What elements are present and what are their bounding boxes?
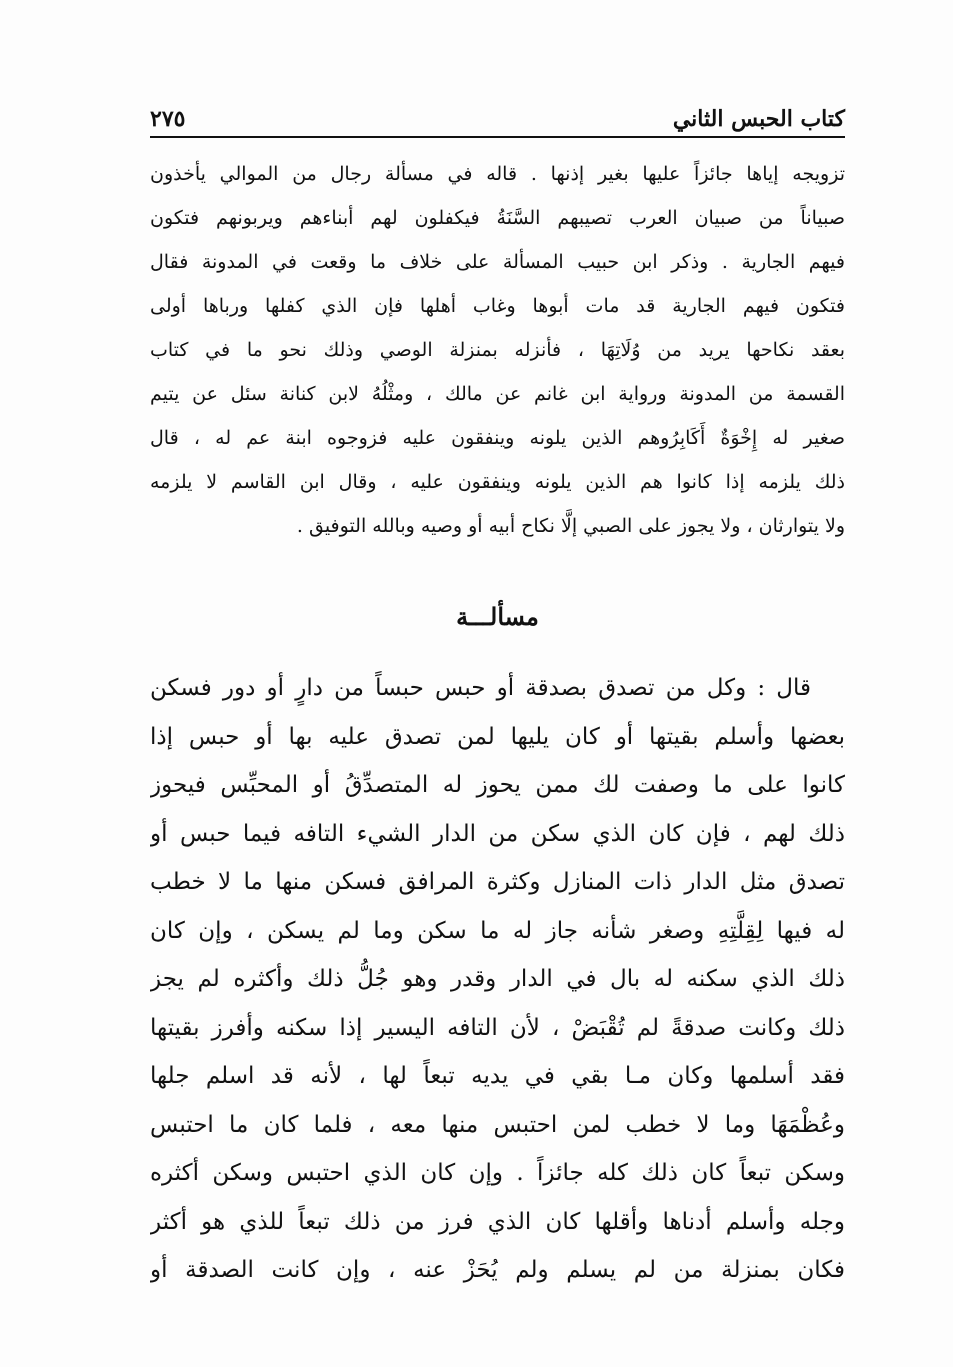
text-line: له فيها لِقِلَّتِهِ وصغر شأنه جاز له ما سكن وما لم يسكن ، وإن كان [150,917,845,944]
page-number: ٢٧٥ [150,106,186,132]
text-line: تصدق مثل الدار ذات المنازل وكثرة المرافق فسكن منها ما لا خطب [150,869,845,895]
text-line: تزويجه إياها جائزاً عليها بغير إذنها . قاله في مسألة رجال من الموالي يأخذون [150,163,845,185]
text-line: فقد أسلمها وكان مـا بقي في يديه تبعاً لها ، لأنه قد اسلم جلها [150,1063,845,1089]
text-line: صبياناً من صبيان العرب تصيبهم السَّنَةُ فيكفلون لهم أبناءهم ويربونهم فتكون [150,207,845,229]
text-line: وسكن تبعاً كان ذلك كله جائزاً . وإن كان الذي احتبس وسكن أكثره [150,1160,845,1186]
paragraph-1 [150,152,845,548]
text-line: ذلك لهم ، فإن كان الذي سكن من الدار الشيء التافه فيما حبس أو [150,820,845,847]
paragraph-2 [150,664,845,1295]
section-heading: مسألـــة [456,602,539,631]
text-line: بعقد نكاحها يريد من وُلَاتِهَا ، فأنزله بمنزلة الوصي وذلك نحو ما في كتاب [150,339,845,361]
text-line: ذلك وكانت صدقةً لم تُقْبَضْ ، لأن التافه اليسير إذا سكنه وأفرز بقيتها [150,1014,845,1041]
text-line: ولا يتوارثان ، ولا يجوز على الصبي إلَّا نكاح أبيه أو وصيه وبالله التوفيق . [296,515,845,537]
text-line: فتكون فيهم الجارية قد مات أبوها وغاب أهلها فإن الذي كفلها ورباها أولى [150,295,845,317]
text-line: فكان بمنزلة من لم يسلم ولم يُحَزْ عنه ، وإن كانت الصدقة أو [150,1257,845,1283]
text-line: بعضها وأسلم بقيتها أو كان يليها لمن تصدق عليه بها أو حبس إذا [150,723,845,750]
page-header [150,86,845,138]
text-line: القسمة من المدونة ورواية ابن غانم عن مالك ، ومثْلُهُ لابن كنانة سئل عن يتيم [150,383,845,405]
text-line: ذلك الذي سكنه له بال في الدار وقدر وهو جُلُّ ذلك وأكثره لم يجز [150,966,845,992]
text-line: كانوا على ما وصفت لك ممن يحوز له المتصدِّقُ أو المحبِّس فيحوز [150,772,845,798]
text-line: قال : وكل من تصدق بصدقة أو حبس حبساً من دارٍ أو دور فسكن [150,675,811,701]
text-line: صغير له إِخْوَةٌ أَكَابِرُوهم الذين يلونه وينفقون عليه فزوجوه ابنة عم له ، قال [150,427,845,449]
text-line: وعُظْمَهَا وما لا خطب لمن احتبس منها معه ، فلما كان ما احتبس [150,1111,845,1138]
text-line: فيهم الجارية . وذكر ابن حبيب المسألة على خلاف ما وقعت في المدونة فقال [150,251,845,273]
running-title: كتاب الحبس الثاني [672,106,845,132]
text-line: ذلك يلزمه إذا كانوا هم الذين يلونه وينفقون عليه ، وقال ابن القاسم لا يلزمه [150,471,845,493]
text-line: وجله وأسلم أدناها وأقلها كان الذي فرز من ذلك تبعاً للذي هو أكثر [150,1208,845,1235]
